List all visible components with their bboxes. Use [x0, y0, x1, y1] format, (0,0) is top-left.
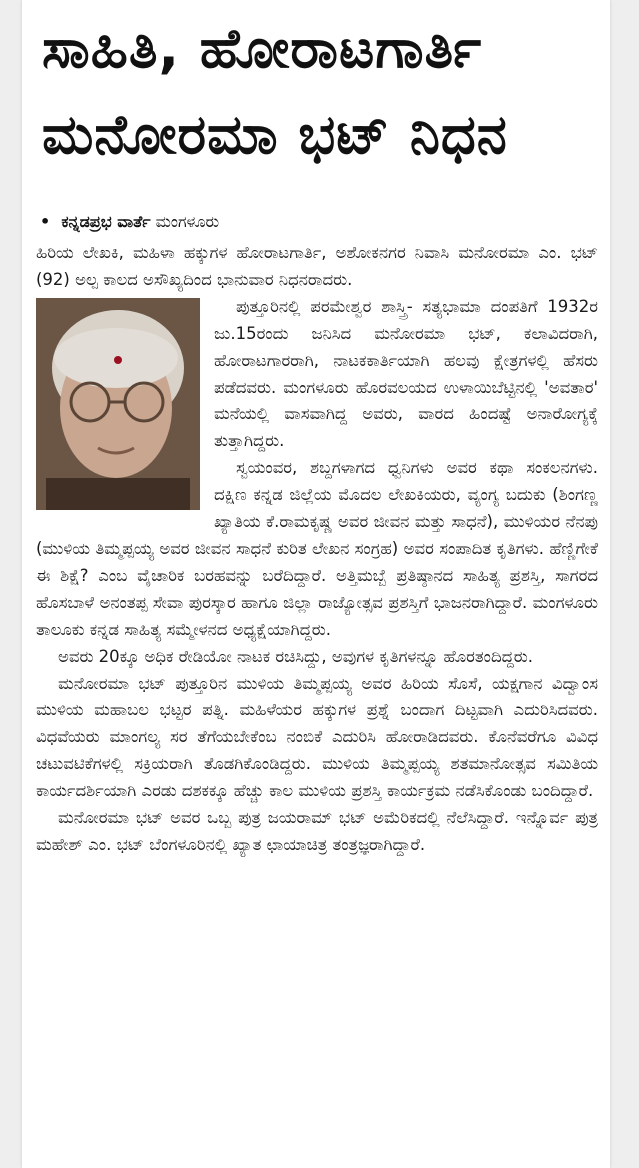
paragraph-2: ಪುತ್ತೂರಿನಲ್ಲಿ ಪರಮೇಶ್ವರ ಶಾಸ್ತ್ರಿ- ಸತ್ಯಭಾಮಾ ದಂಪತಿಗೆ 1932ರ ಜು.15ರಂದು ಜನಿಸಿದ ಮನೋರಮಾ ಭಟ್, ಕಲಾವಿದರಾಗಿ, ಹೋರಾಟಗಾರರಾಗಿ, ನಾಟಕಕಾರ್ತಿಯಾಗಿ ಹಲವು ಕ್ಷೇತ್ರಗಳಲ್ಲಿ ಹೆಸರು ಪಡೆದವರು. ಮಂಗಳೂರು ಹೊರವಲಯದ ಉಳಾಯಿಬೆಟ್ಟಿನಲ್ಲಿ 'ಅವತಾರ' ಮನೆಯಲ್ಲಿ ವಾಸವಾಗಿದ್ದ ಅವರು, ವಾರದ ಹಿಂದಷ್ಟೆ ಅನಾರೋಗ್ಯಕ್ಕೆ ತುತ್ತಾಗಿದ್ದರು.: [214, 296, 598, 451]
paragraph-5: ಮನೋರಮಾ ಭಟ್ ಪುತ್ತೂರಿನ ಮುಳಿಯ ತಿಮ್ಮಪ್ಪಯ್ಯ ಅವರ ಹಿರಿಯ ಸೊಸೆ, ಯಕ್ಷಗಾನ ವಿದ್ವಾಂಸ ಮುಳಿಯ ಮಹಾಬಲ ಭಟ್ಟರ ಪತ್ನಿ. ಮಹಿಳೆಯರ ಹಕ್ಕುಗಳ ಪ್ರಶ್ನೆ ಬಂದಾಗ ದಿಟ್ಟವಾಗಿ ಎದುರಿಸಿದವರು. ವಿಧವೆಯರು ಮಾಂಗಲ್ಯ ಸರ ತೆಗೆಯಬೇಕೆಂಬ ನಂಬಿಕೆ ಎದುರಿಸಿ ಹೋರಾಡಿದವರು. ಕೊನೆವರೆಗೂ ವಿವಿಧ ಚಟುವಟಿಕೆಗಳಲ್ಲಿ ಸಕ್ರಿಯರಾಗಿ ತೊಡಗಿಕೊಂಡಿದ್ದರು. ಮುಳಿಯ ತಿಮ್ಮಪ್ಪಯ್ಯ ಶತಮಾನೋತ್ಸವ ಸಮಿತಿಯ ಕಾರ್ಯದರ್ಶಿಯಾಗಿ ಎರಡು ದಶಕಕ್ಕೂ ಹೆಚ್ಚು ಕಾಲ ಮುಳಿಯ ಪ್ರಶಸ್ತಿ ಕಾರ್ಯಕ್ರಮ ನಡೆಸಿಕೊಂಡು ಬಂದಿದ್ದಾರೆ.: [36, 673, 598, 801]
byline-place: ಮಂಗಳೂರು: [155, 212, 220, 231]
paragraph-4: ಅವರು 20ಕ್ಕೂ ಅಧಿಕ ರೇಡಿಯೋ ನಾಟಕ ರಚಿಸಿದ್ದು, ಅವುಗಳ ಕೃತಿಗಳನ್ನೂ ಹೊರತಂದಿದ್ದರು.: [58, 646, 533, 666]
paragraph-1: ಹಿರಿಯ ಲೇಖಕಿ, ಮಹಿಳಾ ಹಕ್ಕುಗಳ ಹೋರಾಟಗಾರ್ತಿ, ಅಶೋಕನಗರ ನಿವಾಸಿ ಮನೋರಮಾ ಎಂ. ಭಟ್ (92) ಅಲ್ಪ ಕಾಲದ ಅಸೌಖ್ಯದಿಂದ ಭಾನುವಾರ ನಿಧನರಾದರು.: [36, 243, 598, 289]
headline-line-2: ಮನೋರಮಾ ಭಟ್ ನಿಧನ: [42, 103, 508, 166]
portrait-photo: [36, 298, 200, 510]
byline: [40, 212, 219, 232]
portrait-photo-icon: [36, 298, 200, 510]
headline-line-1: ಸಾಹಿತಿ, ಹೋರಾಟಗಾರ್ತಿ: [42, 17, 483, 80]
byline-agency: ಕನ್ನಡಪ್ರಭ ವಾರ್ತೆ: [61, 212, 151, 231]
paragraph-3: ಸ್ವಯಂವರ, ಶಬ್ದಗಳಾಗದ ಧ್ವನಿಗಳು ಅವರ ಕಥಾ ಸಂಕಲನಗಳು. ದಕ್ಷಿಣ ಕನ್ನಡ ಜಿಲ್ಲೆಯ ಮೊದಲ ಲೇಖಕಿಯರು, ವ್ಯಂಗ್ಯ ಬದುಕು (ಶಿಂಗಣ್ಣ ಖ್ಯಾತಿಯ ಕೆ.ರಾಮಕೃಷ್ಣ ಅವರ ಜೀವನ ಮತ್ತು ಸಾಧನೆ), ಮುಳಿಯರ ನೆನಪು (ಮುಳಿಯ ತಿಮ್ಮಪ್ಪಯ್ಯ ಅವರ ಜೀವನ ಸಾಧನೆ ಕುರಿತ ಲೇಖನ ಸಂಗ್ರಹ) ಅವರ ಸಂಪಾದಿತ ಕೃತಿಗಳು. ಹೆಣ್ಣಿಗೇಕೆ ಈ ಶಿಕ್ಷೆ? ಎಂಬ ವೈಚಾರಿಕ ಬರಹವನ್ನು ಬರೆದಿದ್ದಾರೆ. ಅತ್ತಿಮಬ್ಬೆ ಪ್ರತಿಷ್ಠಾನದ ಸಾಹಿತ್ಯ ಪ್ರಶಸ್ತಿ, ಸಾಗರದ ಹೊಸಬಾಳೆ ಅನಂತಪ್ಪ ಸೇವಾ ಪುರಸ್ಕಾರ ಹಾಗೂ ಜಿಲ್ಲಾ ರಾಜ್ಯೋತ್ಸವ ಪ್ರಶಸ್ತಿಗೆ ಭಾಜನರಾಗಿದ್ದಾರೆ. ಮಂಗಳೂರು ತಾಲೂಕು ಕನ್ನಡ ಸಾಹಿತ್ಯ ಸಮ್ಮೇಳನದ ಅಧ್ಯಕ್ಷೆಯಾಗಿದ್ದರು.: [36, 458, 598, 639]
byline-bullet: •: [40, 212, 51, 231]
newspaper-clipping: [22, 0, 610, 1168]
paragraph-6: ಮನೋರಮಾ ಭಟ್ ಅವರ ಒಬ್ಬ ಪುತ್ರ ಜಯರಾಮ್ ಭಟ್ ಅಮೆರಿಕದಲ್ಲಿ ನೆಲೆಸಿದ್ದಾರೆ. ಇನ್ನೊರ್ವ ಪುತ್ರ ಮಹೇಶ್ ಎಂ. ಭಟ್ ಬೆಂಗಳೂರಿನಲ್ಲಿ ಖ್ಯಾತ ಛಾಯಾಚಿತ್ರ ತಂತ್ರಜ್ಞರಾಗಿದ್ದಾರೆ.: [36, 808, 598, 854]
article-body: [36, 240, 598, 859]
